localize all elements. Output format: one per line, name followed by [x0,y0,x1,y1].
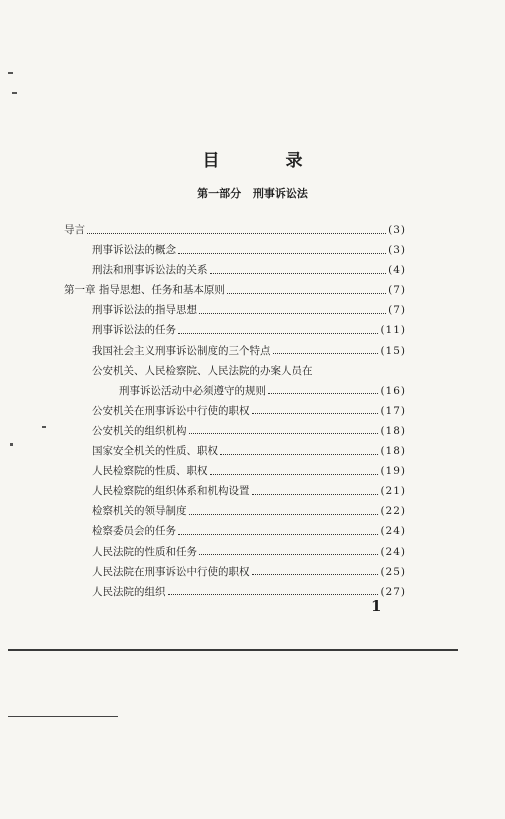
toc-entry-title: 公安机关的组织机构 [92,424,187,437]
toc-entry-title: 刑事诉讼活动中必须遵守的规则 [119,384,266,397]
dot-leader [268,393,378,394]
toc-entry-page: (7) [388,304,406,317]
toc-entry-title: 公安机关在刑事诉讼中行使的职权 [92,404,250,417]
toc-entry [64,320,406,340]
toc-entry [64,521,406,541]
toc-entry [64,300,406,320]
dot-leader [210,273,387,274]
dot-leader [210,474,379,475]
toc-entry-title: 刑事诉讼法的任务 [92,324,176,337]
scan-mark [12,92,17,94]
dot-leader [189,514,379,515]
dot-leader [252,574,379,575]
toc-entry [64,240,406,260]
dot-leader [189,433,379,434]
toc-entry-page: (18) [380,424,406,437]
toc-entry-page: (3) [388,244,406,257]
toc-entry-title: 我国社会主义刑事诉讼制度的三个特点 [92,344,271,357]
scan-mark [8,72,13,74]
toc-entry [64,542,406,562]
toc-entry-title: 刑法和刑事诉讼法的关系 [92,264,208,277]
toc-entry [64,461,406,481]
toc-entry-page: (19) [380,465,406,478]
toc-entry-title: 公安机关、人民检察院、人民法院的办案人员在 [92,364,313,377]
toc-entry [64,562,406,582]
toc-entry-title: 导言 [64,224,85,236]
toc-entry [64,361,406,381]
toc-entry-page: (17) [380,404,406,417]
toc-entry-title: 人民检察院的组织体系和机构设置 [92,485,250,498]
scan-mark [42,426,46,428]
dot-leader [199,313,386,314]
part-heading: 第一部分 刑事诉讼法 [197,187,308,200]
toc-entry-title: 刑事诉讼法的概念 [92,244,176,257]
toc-entry-title: 人民法院在刑事诉讼中行使的职权 [92,565,250,578]
toc-entry-page: (22) [380,505,406,518]
bottom-rule [8,649,458,651]
toc-entry-page: (24) [380,525,406,538]
toc-entry [64,341,406,361]
dot-leader [199,554,378,555]
toc-entry [64,280,406,300]
dot-leader [168,594,379,595]
dot-leader [178,253,386,254]
toc-entry [64,220,406,240]
toc-entry-page: (18) [380,445,406,458]
toc-entry-page: (3) [388,224,406,236]
toc-entry [64,441,406,461]
toc-entry-title: 人民法院的性质和任务 [92,545,197,558]
toc-entry-title: 刑事诉讼法的指导思想 [92,304,197,317]
toc-entry-page: (4) [388,264,406,277]
toc-entry-title: 第一章 指导思想、任务和基本原则 [64,284,225,297]
toc-entry-title: 检察机关的领导制度 [92,505,187,518]
footnote-rule [8,716,118,717]
toc-entry-title: 人民法院的组织 [92,585,166,598]
toc-entry [64,481,406,501]
scan-mark [10,443,13,446]
toc-entry [64,421,406,441]
toc-entry-page: (16) [380,384,406,397]
dot-leader [178,534,378,535]
toc-entry [64,260,406,280]
toc-entry-page: (27) [380,585,406,598]
dot-leader [227,293,386,294]
toc-entry-page: (15) [380,344,406,357]
table-of-contents [64,220,406,602]
dot-leader [252,413,379,414]
toc-entry-page: (11) [380,324,406,337]
toc-entry-page: (24) [380,545,406,558]
toc-entry [64,381,406,401]
toc-entry-title: 人民检察院的性质、职权 [92,465,208,478]
toc-entry-page: (21) [380,485,406,498]
toc-entry [64,501,406,521]
page-number: 1 [371,597,382,615]
dot-leader [87,233,386,234]
toc-entry [64,401,406,421]
dot-leader [252,494,379,495]
page-title: 目 录 [202,151,333,171]
toc-entry [64,582,406,602]
toc-entry-title: 国家安全机关的性质、职权 [92,445,218,458]
dot-leader [273,353,379,354]
toc-entry-page: (7) [388,284,406,297]
toc-entry-title: 检察委员会的任务 [92,525,176,538]
toc-entry-page: (25) [380,565,406,578]
dot-leader [220,454,378,455]
dot-leader [178,333,378,334]
